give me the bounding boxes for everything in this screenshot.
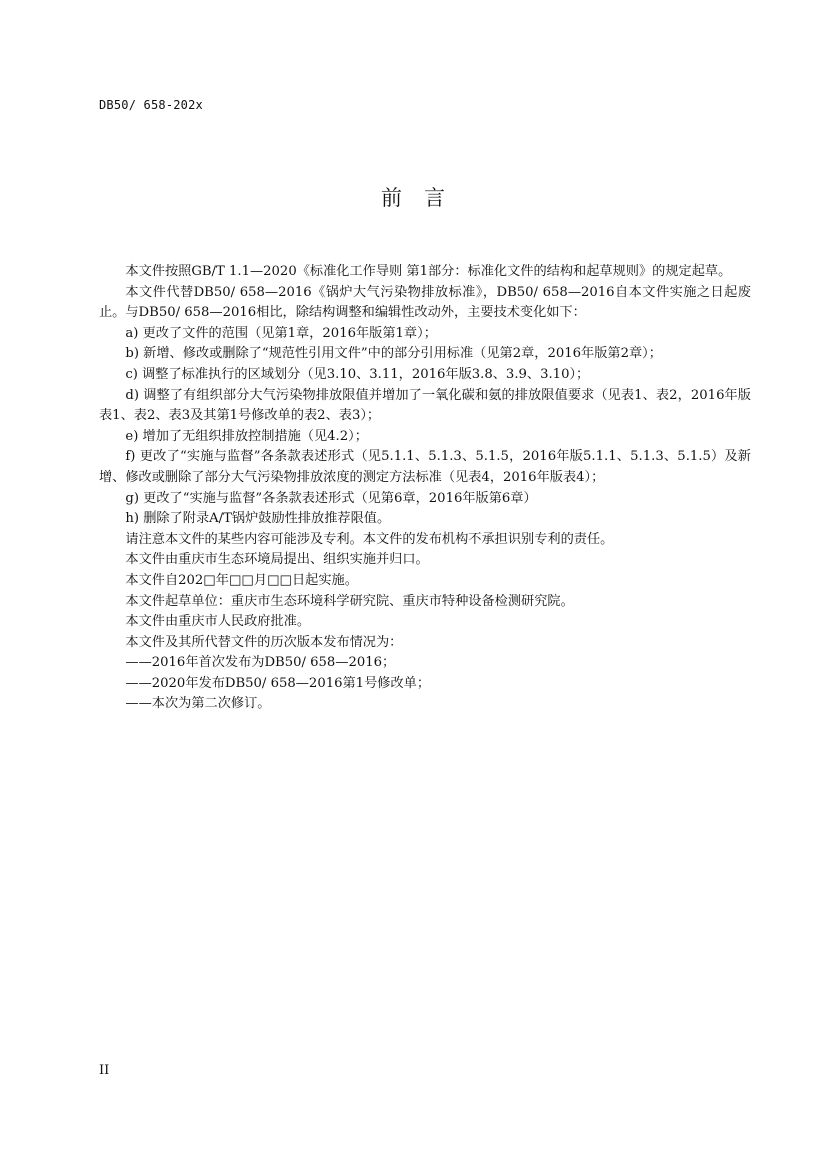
page-title: 前言 [381,186,467,210]
list-item-a: a) 更改了文件的范围（见第1章，2016年版第1章）； [125,325,437,341]
history-item-current: ——本次为第二次修订。 [125,696,271,712]
foreword-body [99,262,751,715]
list-item-b: b) 新增、修改或删除了“规范性引用文件”中的部分引用标准（见第2章，2016年版第2章）； [125,346,662,362]
paragraph-proposer: 本文件由重庆市生态环境局提出、组织实施并归口。 [125,552,429,568]
paragraph-drafting-units: 本文件起草单位：重庆市生态环境科学研究院、重庆市特种设备检测研究院。 [125,593,574,609]
page-number: II [99,1063,110,1078]
paragraph-drafting-basis: 本文件按照GB/T 1.1—2020《标准化工作导则 第1部分：标准化文件的结构和起草规则》的规定起草。 [125,264,732,279]
list-item-c: c) 调整了标准执行的区域划分（见3.10、3.11，2016年版3.8、3.9、3.10）； [125,366,590,382]
list-item-g: g) 更改了“实施与监督”各条款表述形式（见第6章，2016年版第6章） [125,490,537,506]
paragraph-replacement: 本文件代替DB50/ 658—2016《锅炉大气污染物排放标准》，DB50/ 658—2016自本文件实施之日起废止。与DB50/ 658—2016相比，除结构调整和编辑性改动外，主要技术变化如下： [99,284,751,321]
list-item-d: d) 调整了有组织部分大气污染物排放限值并增加了一氧化碳和氨的排放限值要求（见表1、表2，2016年版表1、表2、表3及其第1号修改单的表2、表3）； [99,387,751,424]
history-item-2020: ——2020年发布DB50/ 658—2016第1号修改单； [125,675,431,691]
list-item-h: h) 删除了附录A/T锅炉鼓励性排放推荐限值。 [125,511,391,527]
list-item-f: f) 更改了“实施与监督”各条款表述形式（见5.1.1、5.1.3、5.1.5，2016年版5.1.1、5.1.3、5.1.5）及新增、修改或删除了部分大气污染物排放浓度的测定方法标准（见表4，2016年版表4）； [99,449,751,485]
paragraph-history-intro: 本文件及其所代替文件的历次版本发布情况为： [125,634,403,650]
history-item-2016: ——2016年首次发布为DB50/ 658—2016； [125,655,396,671]
paragraph-approval: 本文件由重庆市人民政府批准。 [125,614,311,630]
list-item-e: e) 增加了无组织排放控制措施（见4.2）； [125,428,368,444]
paragraph-effective-date: 本文件自202□年□□月□□日起实施。 [125,572,358,588]
document-code: DB50/ 658-202x [99,98,203,112]
paragraph-patent-notice: 请注意本文件的某些内容可能涉及专利。本文件的发布机构不承担识别专利的责任。 [125,531,614,547]
